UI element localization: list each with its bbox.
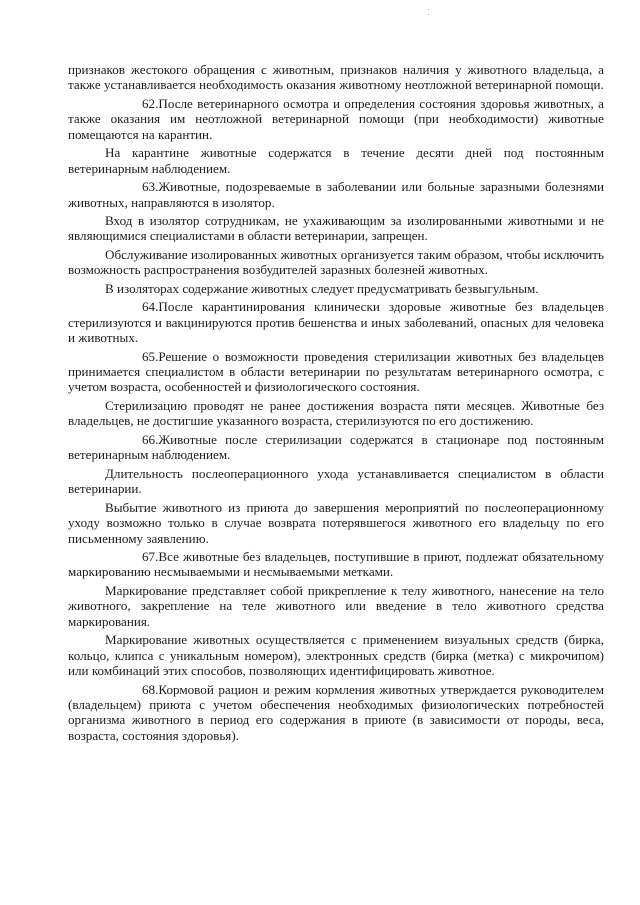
scan-speck	[428, 9, 429, 10]
item-number: 62.	[142, 95, 159, 111]
paragraph: 65.Решение о возможности проведения стерилизации животных без владельцев принимается специалистом в области ветеринарии по результатам ветеринарного осмотра, с учетом возраста, особенностей и физиологического состояния.	[68, 348, 604, 395]
document-body	[68, 62, 604, 746]
item-number: 68.	[142, 681, 159, 697]
item-number: 67.	[142, 549, 159, 564]
paragraph: 67.Все животные без владельцев, поступившие в приют, подлежат обязательному маркированию несмываемыми и несмываемыми метками.	[68, 549, 604, 580]
paragraph: В изоляторах содержание животных следует предусматривать безвыгульным.	[105, 280, 539, 296]
paragraph: 63.Животные, подозреваемые в заболевании или больные заразными болезнями животных, направляются в изолятор.	[68, 179, 604, 210]
item-number: 64.	[142, 299, 159, 315]
item-number: 65.	[142, 348, 159, 364]
item-number: 63.	[142, 179, 159, 195]
paragraph: Маркирование представляет собой прикрепление к телу животного, нанесение на тело животного, закрепление на теле животного или введение в тело животного средства маркирования.	[68, 582, 604, 629]
paragraph: 64.После карантинирования клинически здоровые животные без владельцев стерилизуются и вакцинируются против бешенства и иных заболеваний, опасных для человека и животных.	[68, 299, 604, 346]
paragraph: 62.После ветеринарного осмотра и определения состояния здоровья животных, а также оказания им неотложной ветеринарной помощи (при необходимости) животные помещаются на карантин.	[68, 95, 604, 142]
paragraph: Обслуживание изолированных животных организуется таким образом, чтобы исключить возможность распространения возбудителей заразных болезней животных.	[68, 246, 604, 278]
paragraph: Стерилизацию проводят не ранее достижения возраста пяти месяцев. Животные без владельцев, не достигшие указанного возраста, стерилизуются по его достижению.	[68, 397, 604, 429]
paragraph: На карантине животные содержатся в течение десяти дней под постоянным ветеринарным наблюдением.	[68, 145, 604, 176]
paragraph: 68.Кормовой рацион и режим кормления животных утверждается руководителем (владельцем) приюта с учетом обеспечения необходимых физиологических потребностей организма животного в период его содержания в приюте (в зависимости от породы, веса, возраста, состояния здоровья).	[68, 681, 604, 743]
paragraph: Длительность послеоперационного ухода устанавливается специалистом в области ветеринарии.	[68, 465, 604, 497]
paragraph: 66.Животные после стерилизации содержатся в стационаре под постоянным ветеринарным наблюдением.	[68, 431, 604, 463]
scan-speck	[428, 14, 429, 15]
paragraph: Маркирование животных осуществляется с применением визуальных средств (бирка, кольцо, клипса с уникальным номером), электронных средств (бирка (метка) с микрочипом) или комбинаций этих способов, позволяющих идентифицировать животное.	[68, 632, 604, 679]
paragraph: признаков жестокого обращения с животным, признаков наличия у животного владельца, а также устанавливается необходимость оказания животному неотложной ветеринарной помощи.	[68, 62, 604, 93]
paragraph: Вход в изолятор сотрудникам, не ухаживающим за изолированными животными и не являющимися специалистами в области ветеринарии, запрещен.	[68, 213, 604, 244]
paragraph: Выбытие животного из приюта до завершения мероприятий по послеоперационному уходу возможно только в случае возврата потерявшегося животного его владельцу по его письменному заявлению.	[68, 499, 604, 546]
item-number: 66.	[142, 431, 159, 447]
